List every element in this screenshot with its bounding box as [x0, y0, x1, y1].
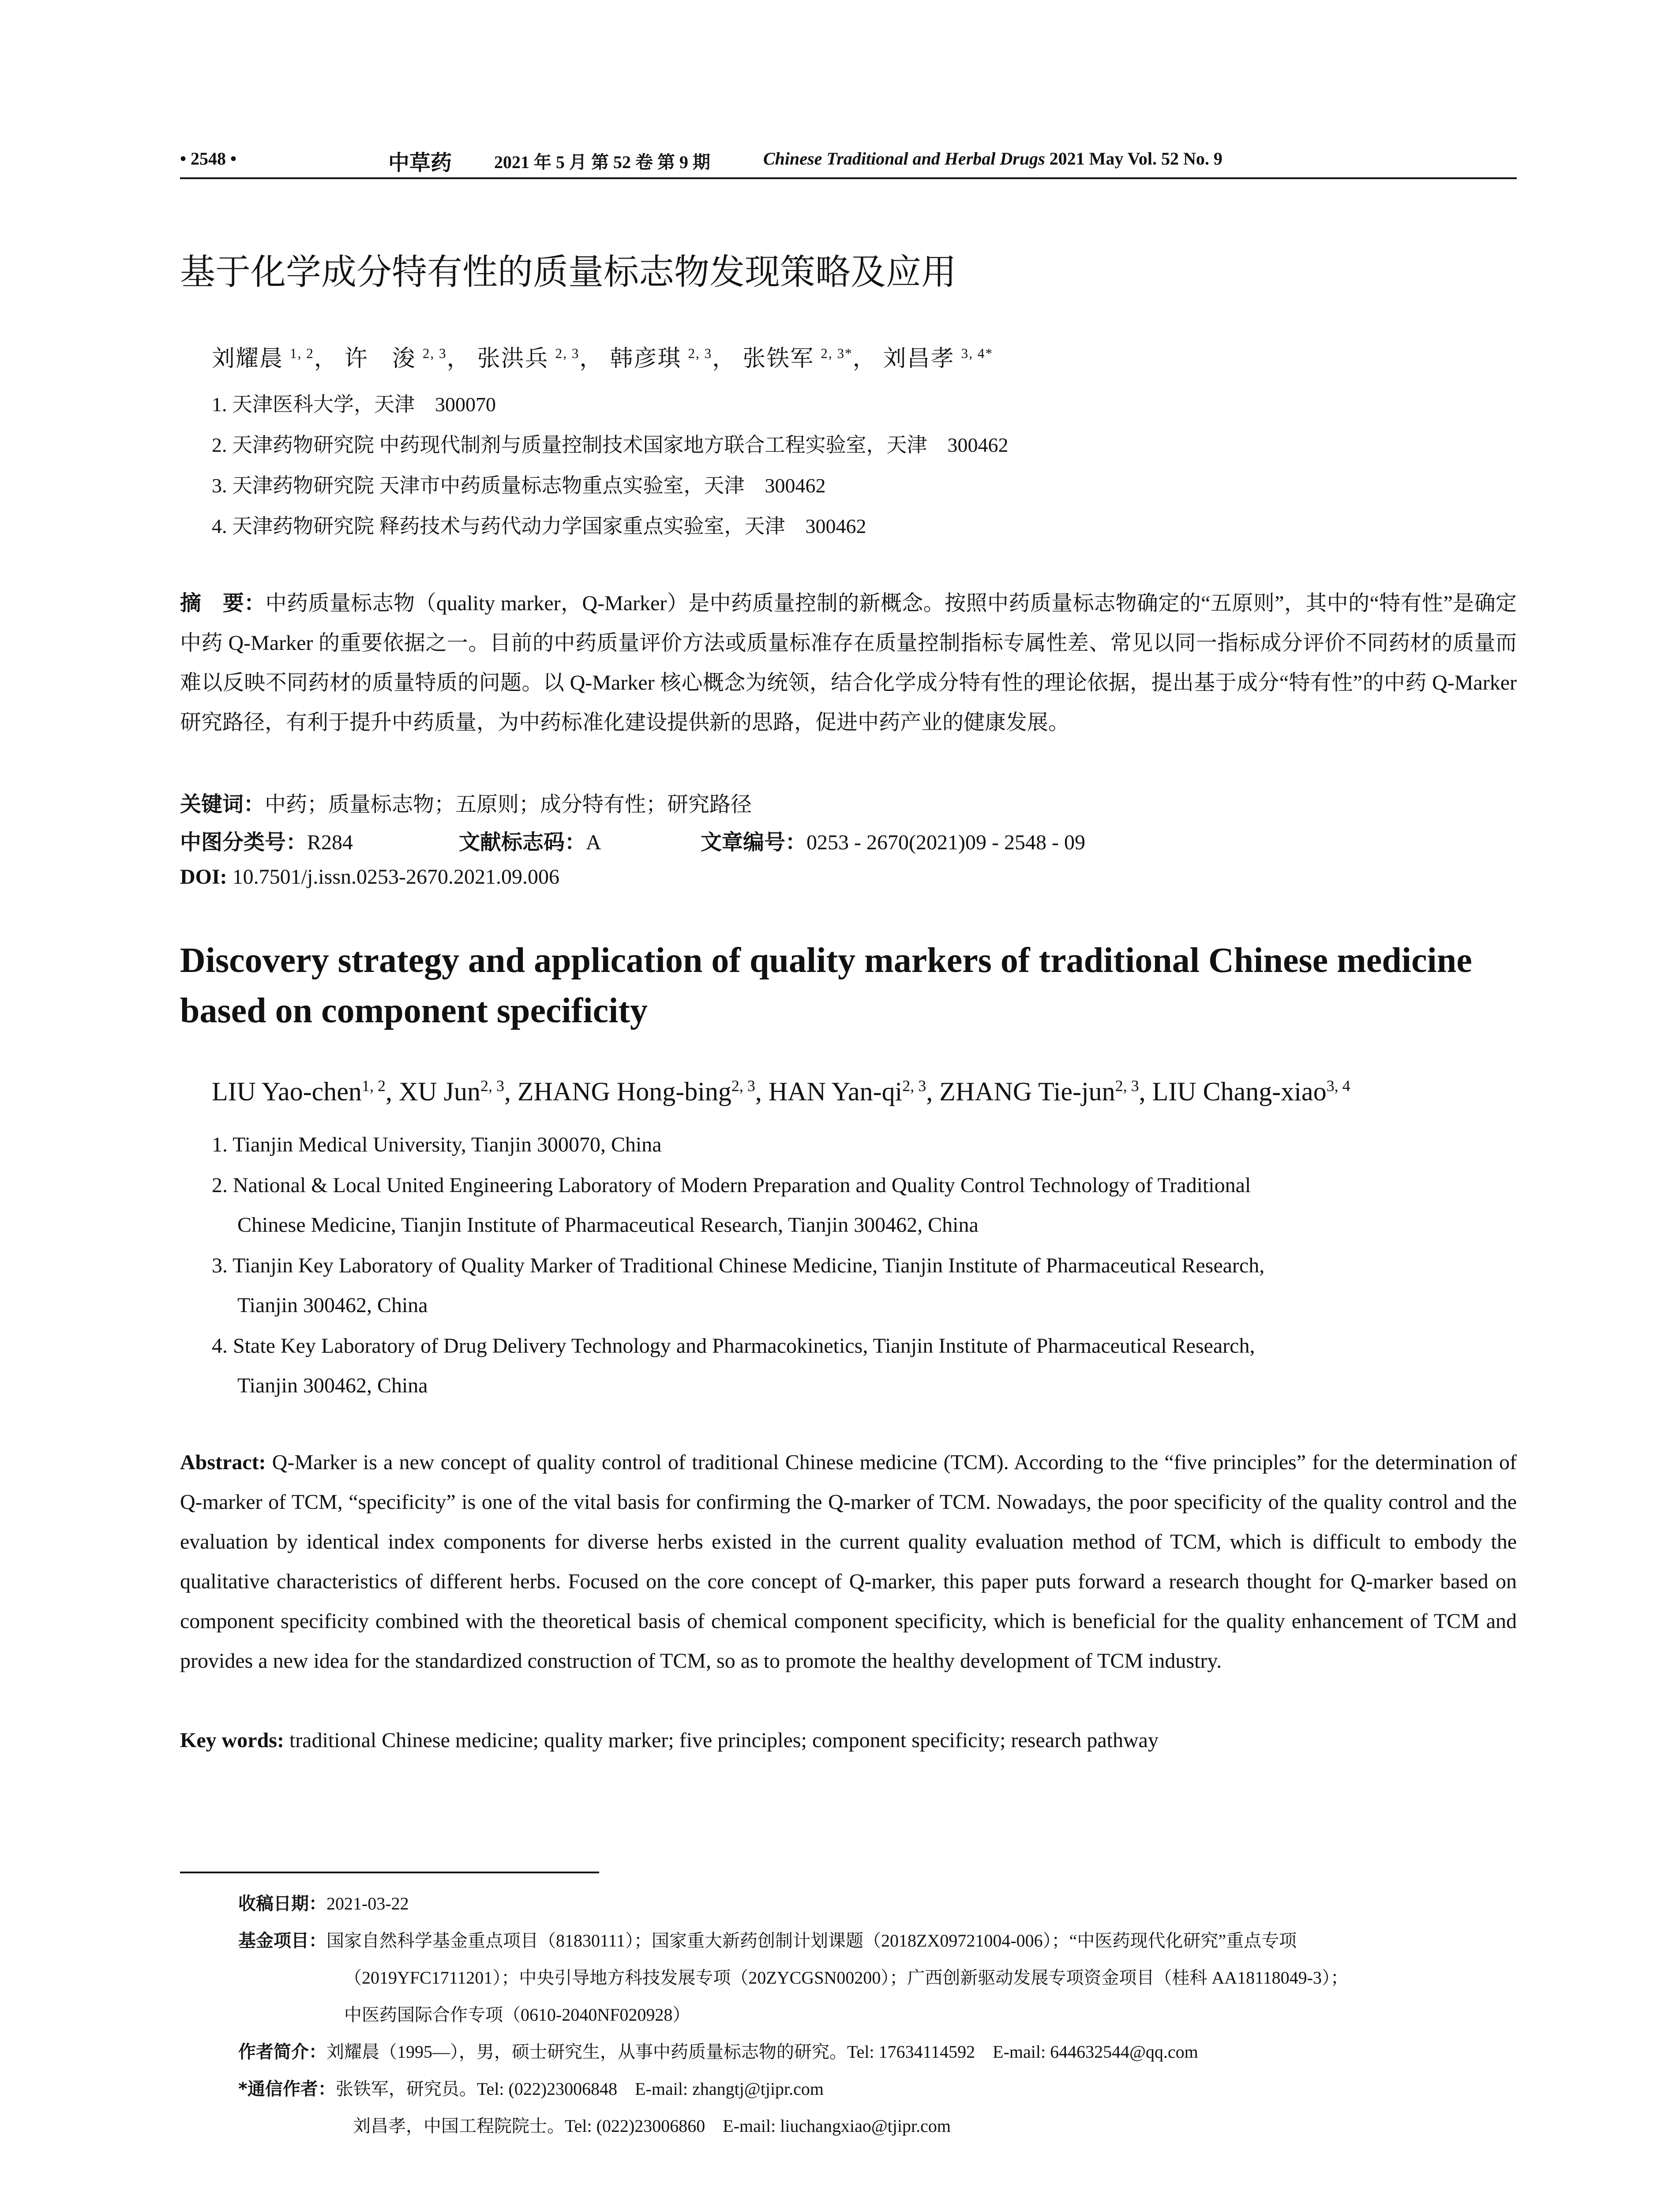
classification-row — [180, 825, 1517, 856]
author-en: ZHANG Hong-bing$^{2, 3}$ — [517, 1077, 755, 1106]
affiliation-en: 4. State Key Laboratory of Drug Delivery Technology and Pharmacokinetics, Tianjin Institute of Pharmaceutical Research, Tianjin 300462, China — [212, 1334, 1255, 1397]
affiliation-cn: 4. 天津药物研究院 释药技术与药代动力学国家重点实验室，天津 300462 — [212, 515, 866, 537]
keywords-text-en: traditional Chinese medicine; quality marker; five principles; component specificity; research pathway — [284, 1729, 1159, 1752]
journal-name-cn: 中草药 — [388, 151, 452, 175]
footnote-correspondence: *通信作者：张铁军，研究员。Tel: (022)23006848 E-mail: zhangtj@tjipr.com — [238, 2079, 824, 2099]
affiliation-cn: 1. 天津医科大学，天津 300070 — [212, 393, 496, 416]
author-cn: 刘昌孝 $^{3, 4*}$ — [883, 345, 994, 371]
author-cn: 许 浚 $^{2, 3}$ — [344, 345, 447, 371]
author-cn: 张洪兵 $^{2, 3}$ — [477, 345, 580, 371]
article-title-cn: 基于化学成分特有性的质量标志物发现策略及应用 — [180, 251, 956, 293]
document-code: 文献标志码：A — [459, 830, 601, 855]
issue-volume-en: 2021 May Vol. 52 No. 9 — [1045, 149, 1222, 169]
keywords-label-cn: 关键词： — [180, 792, 265, 817]
footnote-author-bio: 作者简介：刘耀晨（1995—），男，硕士研究生，从事中药质量标志物的研究。Tel: 17634114592 E-mail: 644632544@qq.com — [238, 2042, 1198, 2062]
author-en: HAN Yan-qi$^{2, 3}$ — [768, 1077, 926, 1106]
affiliation-cn: 2. 天津药物研究院 中药现代制剂与质量控制技术国家地方联合工程实验室，天津 300462 — [212, 434, 1009, 456]
abstract-en — [180, 1443, 1517, 1681]
keywords-text-cn: 中药；质量标志物；五原则；成分特有性；研究路径 — [265, 793, 752, 816]
header-rule — [180, 177, 1517, 179]
author-en: LIU Chang-xiao$^{3, 4}$ — [1152, 1077, 1350, 1106]
abstract-label-en: Abstract: — [180, 1451, 266, 1474]
page-number: • 2548 • — [180, 149, 237, 169]
footnote-fund: 基金项目：国家自然科学基金重点项目（81830111）；国家重大新药创制计划课题（2018ZX09721004-006）；“中医药现代化研究”重点专项 — [238, 1931, 1297, 1951]
author-cn: 韩彦琪 $^{2, 3}$ — [610, 345, 712, 371]
author-en: ZHANG Tie-jun$^{2, 3}$ — [939, 1077, 1139, 1106]
article-title-en: Discovery strategy and application of quality markers of traditional Chinese medicine based on component specificity — [180, 941, 1472, 1030]
doi: DOI: 10.7501/j.issn.0253-2670.2021.09.006 — [180, 865, 560, 889]
author-list-en: LIU Yao-chen$^{1, 2}$, XU Jun$^{2, 3}$, ZHANG Hong-bing$^{2, 3}$, HAN Yan-qi$^{2, 3}$, ZHANG Tie-jun$^{2, 3}$, LIU Chang-xiao$^{3, 4}$ — [212, 1077, 1350, 1106]
affiliation-en: 2. National & Local United Engineering Laboratory of Modern Preparation and Quality Control Technology of Traditional Chinese Medicine, Tianjin Institute of Pharmaceutical Research, Tianjin 300462, China — [212, 1174, 1251, 1237]
footnote-received: 收稿日期：2021-03-22 — [238, 1894, 409, 1914]
abstract-label-cn: 摘 要： — [180, 591, 266, 615]
clc-number: 中图分类号：R284 — [180, 830, 353, 855]
journal-name-en: Chinese Traditional and Herbal Drugs — [763, 149, 1045, 169]
keywords-label-en: Key words: — [180, 1729, 284, 1752]
article-number: 文章编号：0253 - 2670(2021)09 - 2548 - 09 — [701, 830, 1085, 855]
keywords-cn — [180, 784, 1517, 825]
keywords-en — [180, 1721, 1517, 1760]
footnote-rule — [180, 1872, 599, 1873]
author-cn: 刘耀晨 $^{1, 2}$ — [212, 345, 314, 371]
abstract-cn — [180, 583, 1517, 743]
footnote-fund-line: （2019YFC1711201）；中央引导地方科技发展专项（20ZYCGSN00200）；广西创新驱动发展专项资金项目（桂科 AA18118049-3）； — [344, 1968, 1348, 1988]
issue-info-en — [763, 148, 1222, 169]
author-en: LIU Yao-chen$^{1, 2}$ — [212, 1077, 386, 1106]
author-en: XU Jun$^{2, 3}$ — [398, 1077, 504, 1106]
abstract-text-cn: 中药质量标志物（quality marker，Q-Marker）是中药质量控制的新概念。按照中药质量标志物确定的“五原则”，其中的“特有性”是确定中药 Q-Marker 的重要依据之一。目前的中药质量评价方法或质量标准存在质量控制指标专属性差、常见以同一指标成分评价不同药材的质量而难以反映不同药材的质量特质的问题。以 Q-Marker 核心概念为统领，结合化学成分特有性的理论依据，提出基于成分“特有性”的中药 Q-Marker 研究路径，有利于提升中药质量，为中药标准化建设提供新的思路，促进中药产业的健康发展。 — [180, 592, 1517, 734]
author-cn: 张铁军 $^{2, 3*}$ — [742, 345, 853, 371]
affiliation-en: 1. Tianjin Medical University, Tianjin 300070, China — [212, 1133, 662, 1156]
issue-info-cn: 2021 年 5 月 第 52 卷 第 9 期 — [494, 152, 710, 172]
author-list-cn: 刘耀晨 $^{1, 2}$， 许 浚 $^{2, 3}$， 张洪兵 $^{2, 3}$， 韩彦琪 $^{2, 3}$， 张铁军 $^{2, 3*}$， 刘昌孝 $^{3, 4*}$ — [212, 345, 994, 371]
footnote-correspondence-line: 刘昌孝，中国工程院院士。Tel: (022)23006860 E-mail: liuchangxiao@tjipr.com — [353, 2116, 951, 2136]
affiliation-en: 3. Tianjin Key Laboratory of Quality Marker of Traditional Chinese Medicine, Tianjin Institute of Pharmaceutical Research, Tianjin 300462, China — [212, 1254, 1265, 1317]
affiliation-cn: 3. 天津药物研究院 天津市中药质量标志物重点实验室，天津 300462 — [212, 474, 826, 497]
abstract-text-en: Q-Marker is a new concept of quality control of traditional Chinese medicine (TCM). According to the “five principles” for the determination of Q-marker of TCM, “specificity” is one of the vital basis for confirming the Q-marker of TCM. Nowadays, the poor specificity of the quality control and the evaluation by identical index components for diverse herbs existed in the current quality evaluation method of TCM, which is difficult to embody the qualitative characteristics of different herbs. Focused on the core concept of Q-marker, this paper puts forward a research thought for Q-marker based on component specificity combined with the theoretical basis of chemical component specificity, which is beneficial for the quality enhancement of TCM and provides a new idea for the standardized construction of TCM, so as to promote the healthy development of TCM industry. — [180, 1451, 1517, 1673]
footnote-fund-line: 中医药国际合作专项（0610-2040NF020928） — [344, 2005, 690, 2025]
